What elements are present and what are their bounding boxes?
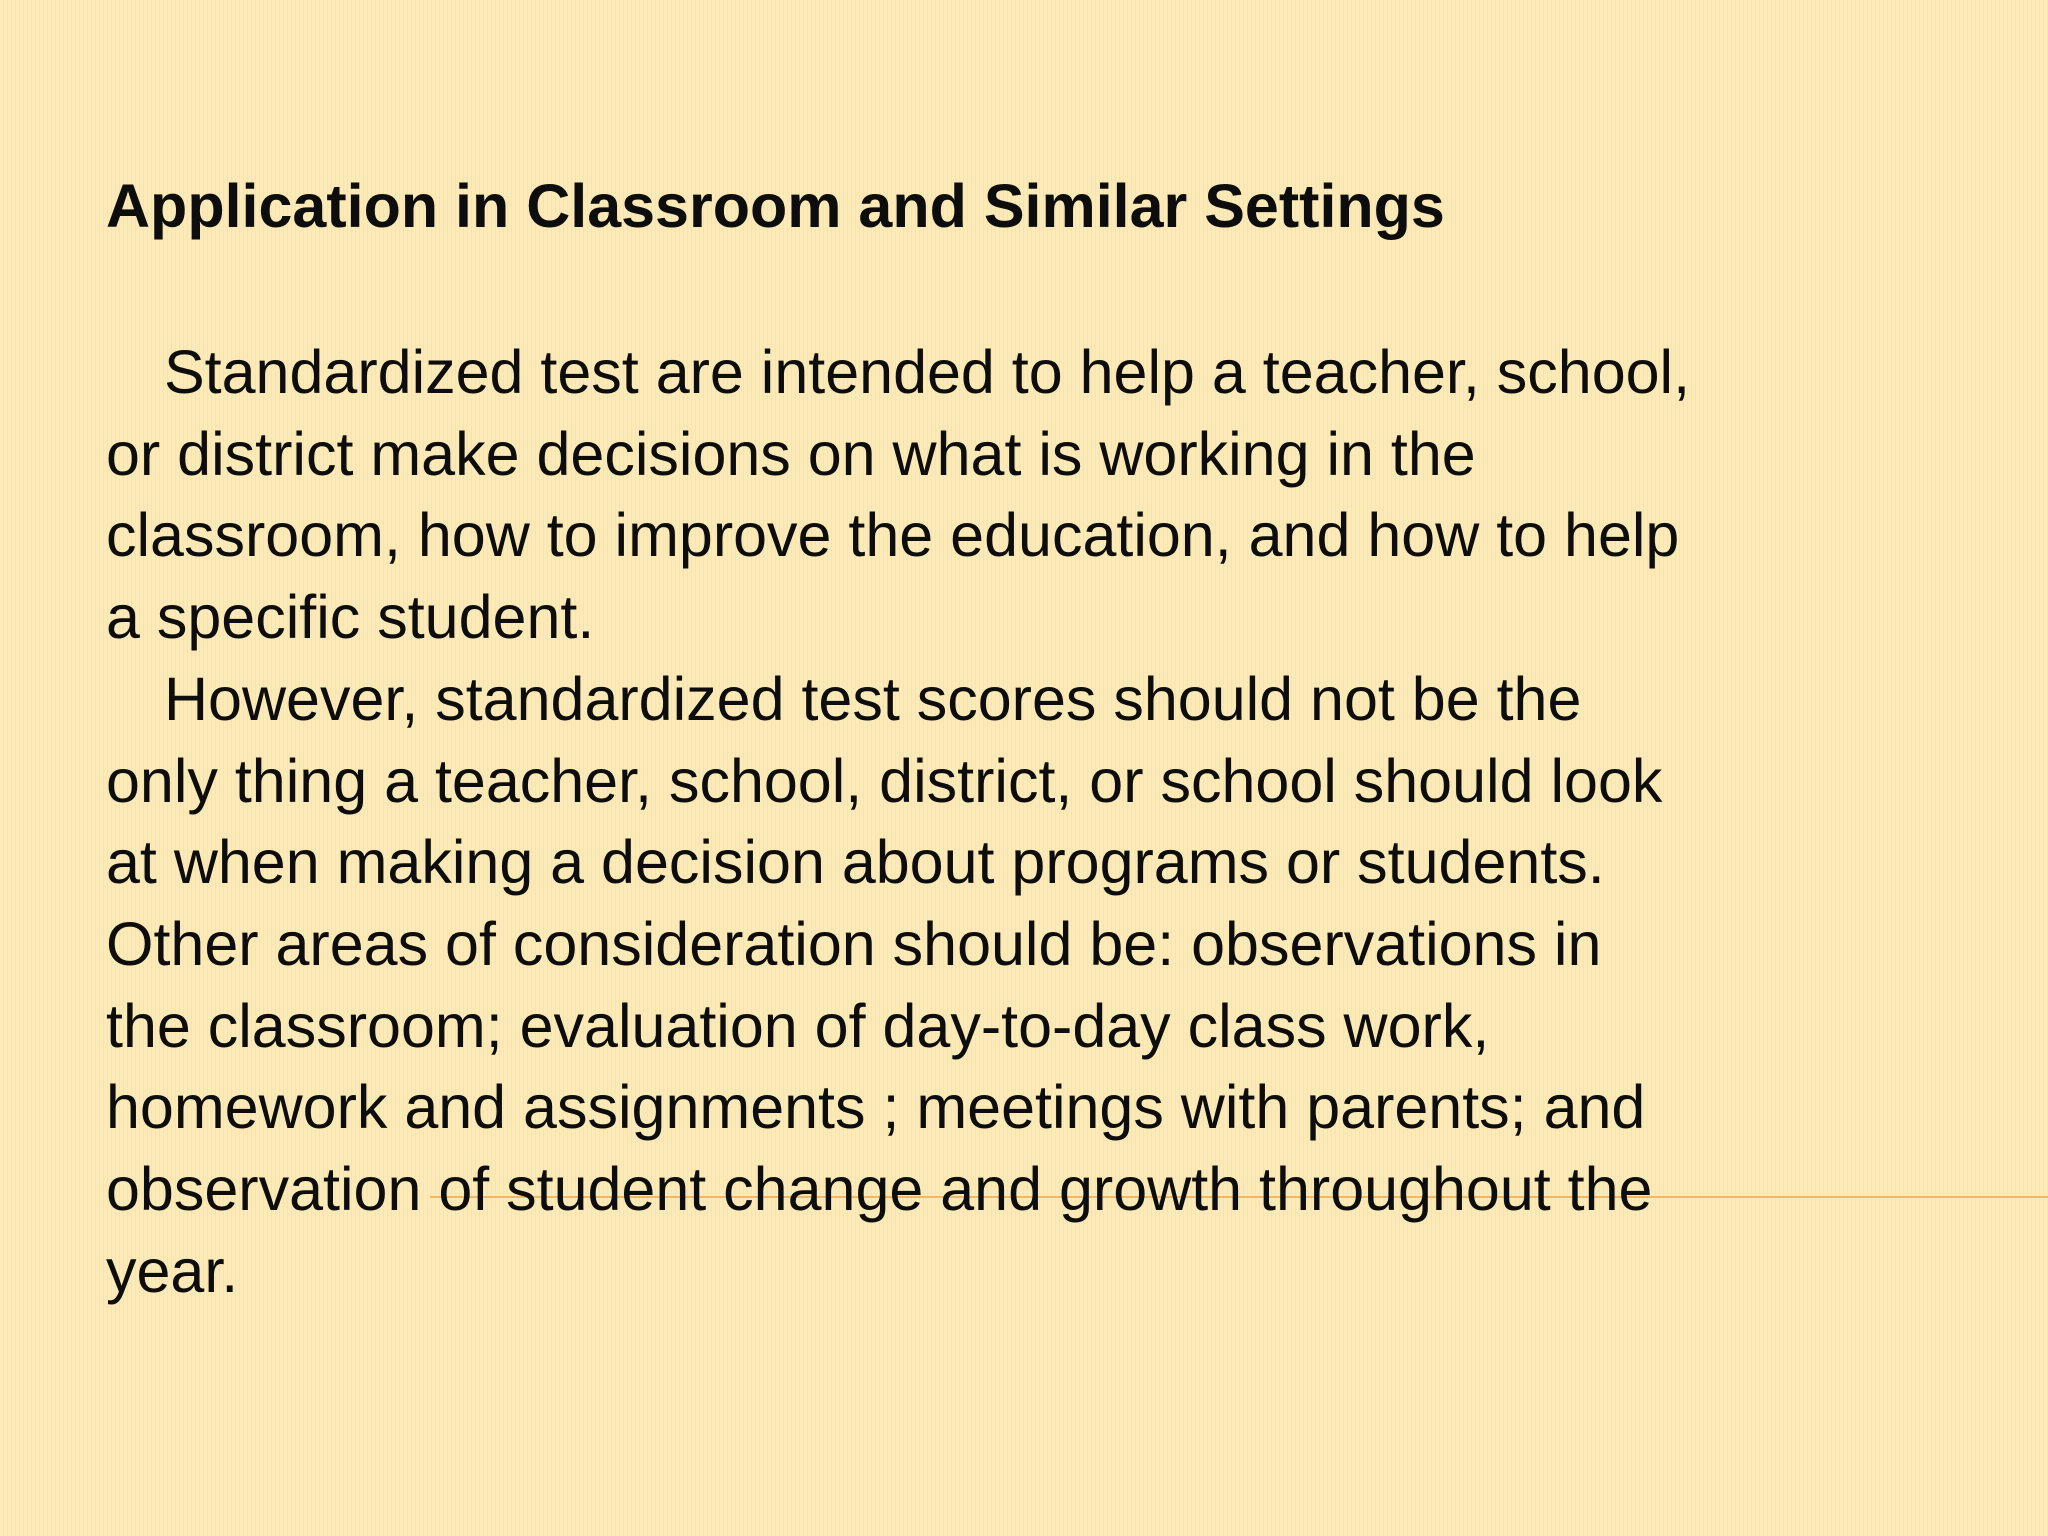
- spacer: [106, 244, 1906, 332]
- paragraph-1-line: Standardized test are intended to help a teacher, school,: [164, 338, 1691, 406]
- paragraph-2-line: homework and assignments ; meetings with parents; and: [106, 1073, 1646, 1142]
- paragraph-1: [106, 332, 1906, 659]
- paragraph-2-line: the classroom; evaluation of day-to-day class work,: [106, 991, 1490, 1060]
- paragraph-1-line: classroom, how to improve the education, and how to help: [106, 501, 1680, 570]
- paragraph-2-line: However, standardized test scores should not be the: [164, 664, 1582, 733]
- paragraph-1-line: or district make decisions on what is working in the: [106, 419, 1476, 488]
- paragraph-2-line: Other areas of consideration should be: observations in: [106, 909, 1602, 978]
- paragraph-1-line: a specific student.: [106, 583, 595, 652]
- paragraph-2-line: at when making a decision about programs or students.: [106, 828, 1605, 897]
- slide-title: Application in Classroom and Similar Settings: [106, 172, 1445, 240]
- slide-content: [106, 168, 1906, 1312]
- paragraph-2-line: only thing a teacher, school, district, or school should look: [106, 746, 1663, 815]
- paragraph-2: [106, 659, 1906, 1313]
- paragraph-2-line: observation of student change and growth throughout the: [106, 1155, 1653, 1224]
- paragraph-2-line: year.: [106, 1236, 239, 1305]
